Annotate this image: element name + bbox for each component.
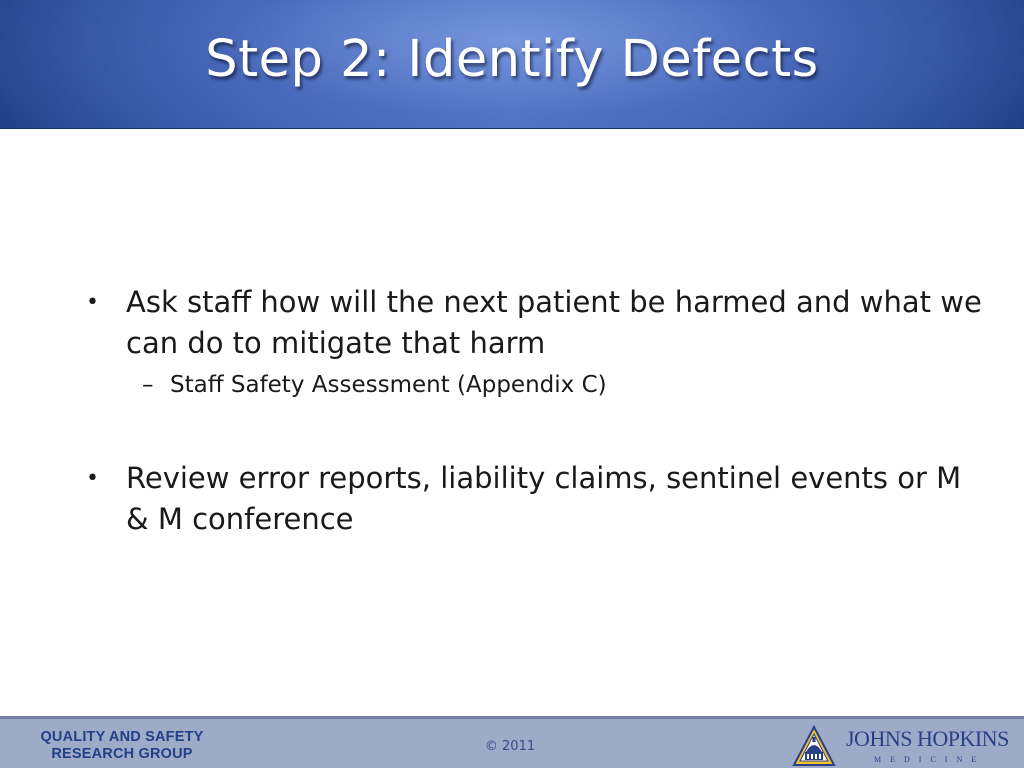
group-name-line2: RESEARCH GROUP [51, 746, 193, 762]
bullet-text: Ask staff how will the next patient be harmed and what we can do to mitigate that harm [126, 285, 982, 360]
copyright: © 2011 [484, 739, 536, 754]
slide-body [84, 282, 984, 540]
medicine-logo-text: MEDICINE [874, 755, 986, 764]
bullet-icon: • [86, 466, 99, 491]
johns-hopkins-logo: JOHNS HOPKINS [846, 726, 1009, 751]
group-logo-text [14, 729, 230, 763]
slide-title: Step 2: Identify Defects [205, 30, 819, 89]
dash-icon: – [142, 372, 154, 398]
bullet-item [84, 282, 984, 364]
bullet-text: Review error reports, liability claims, sentinel events or M & M conference [126, 461, 962, 536]
bullet-item [84, 458, 984, 540]
hopkins-dome-icon [792, 725, 836, 768]
group-name-line1: QUALITY AND SAFETY [40, 729, 204, 745]
title-bar [0, 0, 1024, 129]
sub-bullet-text: Staff Safety Assessment (Appendix C) [170, 372, 607, 398]
bullet-icon: • [86, 290, 99, 315]
footer [0, 716, 1024, 768]
sub-bullet-item [84, 370, 984, 400]
